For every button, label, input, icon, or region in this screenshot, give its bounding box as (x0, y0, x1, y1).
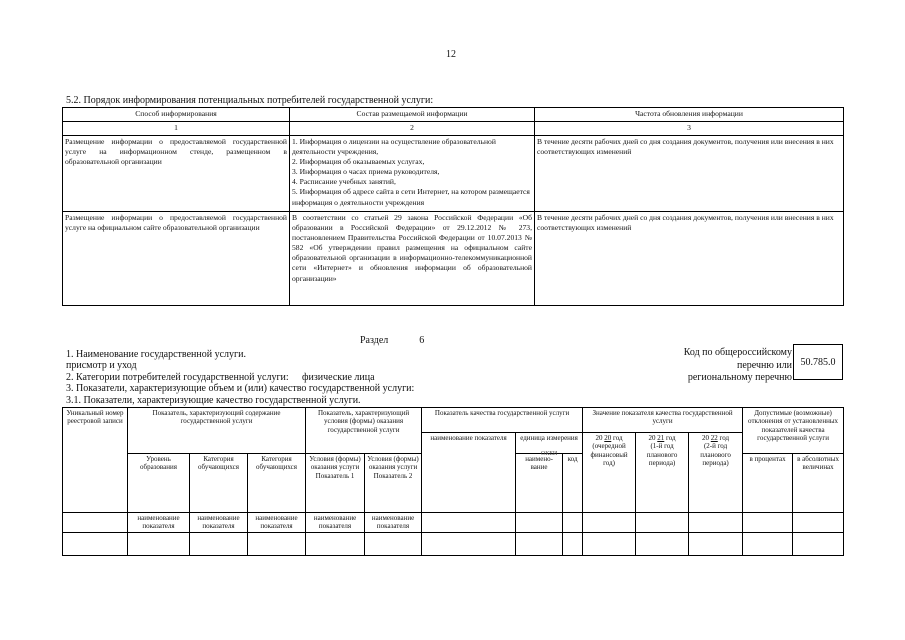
section-5-2-title: 5.2. Порядок информирования потенциальных потребителей государственной услуги: (66, 95, 434, 106)
year-column-1 (583, 433, 636, 513)
content-cell (290, 136, 535, 212)
frequency-cell: В течение десяти рабочих дней со дня создания документов, получения или внесения в них соответствующих изменений (535, 212, 844, 306)
content-item: 2. Информация об оказываемых услугах, (292, 157, 425, 167)
content-item: 1. Информация о лицензии на осуществление образовательной деятельности учреждения, (292, 137, 496, 157)
column-number-3: 3 (535, 122, 844, 136)
content-indicator-header: Показатель, характеризующий содержание государственной услуги (128, 408, 306, 454)
content-column-2: Категория обучающихся (190, 454, 248, 513)
header-content: Состав размещаемой информации (290, 108, 535, 122)
year-suffix: год (719, 434, 730, 442)
unit-okei-label: ОКЕИ (540, 450, 558, 457)
unique-number-header: Уникальный номер реестровой записи (63, 408, 128, 513)
indicator-name-caption: наименование показателя (190, 513, 248, 533)
conditions-indicator-header: Показатель, характеризующий условия (формы) оказания государственной услуги (306, 408, 422, 454)
empty-cell (516, 513, 563, 533)
content-column-1: Уровень образования (128, 454, 190, 513)
service-name-label: 1. Наименование государственной услуги. (66, 349, 246, 360)
code-value-box: 50.785.0 (793, 344, 843, 380)
unit-label: единица измерения (520, 434, 578, 442)
indicator-name-caption: наименование показателя (365, 513, 422, 533)
indicator-name-caption: наименование показателя (248, 513, 306, 533)
content-cell: В соответствии со статьей 29 закона Российской Федерации «Об образовании в Российской Федерации» от 29.12.2012 № 273, постановлением Правительства Российской Федерации от 10.07.2013 № 582 «Об утверждении правил размещения на официальном сайте образовательной организации в информационно-телекоммуникационной сети «Интернет» и обновления информации об образовательной организации» (290, 212, 535, 306)
content-item: 5. Информация об адресе сайта в сети Интернет, на котором размещается информация о деятельности учреждения (292, 187, 530, 207)
code-label-line-1: Код по общероссийскому (683, 347, 792, 358)
deviation-percent-header: в процентах (743, 454, 793, 513)
empty-cell (365, 532, 422, 555)
indicator-name-caption: наименование показателя (306, 513, 365, 533)
year-value: 20 (604, 434, 612, 442)
unit-code-header: код (563, 454, 583, 513)
year-value: 22 (710, 434, 718, 442)
empty-cell (422, 532, 516, 555)
quality-values-header: Значение показателя качества государственной услуги (583, 408, 743, 433)
year-note: (1-й год планового периода) (646, 442, 678, 468)
indicator-name-header: наименование показателя (422, 433, 516, 513)
consumer-category-label: 2. Категории потребителей государственной услуги: (66, 372, 289, 383)
empty-cell (636, 532, 689, 555)
empty-cell (583, 513, 636, 533)
empty-cell (689, 532, 743, 555)
method-cell: Размещение информации о предоставляемой государственной услуге на информационном стенде, размещенном в образовательной организации (63, 136, 290, 212)
information-table (62, 107, 844, 306)
year-prefix: 20 (702, 434, 710, 442)
page-number: 12 (446, 49, 456, 60)
empty-cell (128, 532, 190, 555)
consumer-category-value: физические лица (302, 372, 375, 383)
unit-header (516, 433, 583, 457)
deviations-header: Допустимые (возможные) отклонения от установленных показателей качества государственной услуги (743, 408, 844, 454)
year-suffix: год (613, 434, 623, 442)
frequency-cell: В течение десяти рабочих дней со дня создания документов, получения или внесения в них соответствующих изменений (535, 136, 844, 212)
table-row (63, 532, 844, 555)
empty-cell (63, 532, 128, 555)
empty-cell (689, 513, 743, 533)
indicator-name-caption: наименование показателя (128, 513, 190, 533)
column-number-2: 2 (290, 122, 535, 136)
quality-indicators-table (62, 407, 844, 556)
empty-cell (793, 513, 844, 533)
content-item: 4. Расписание учебных занятий, (292, 177, 396, 187)
empty-cell (422, 513, 516, 533)
empty-cell (63, 513, 128, 533)
empty-cell (743, 513, 793, 533)
condition-column-2: Условия (формы) оказания услуги Показатель 2 (365, 454, 422, 513)
unit-name-header: наимено-вание (516, 454, 563, 513)
indicators-line: 3. Показатели, характеризующие объем и (или) качество государственной услуги: (66, 383, 415, 394)
empty-cell (190, 532, 248, 555)
year-prefix: 20 (595, 434, 603, 442)
section-label: Раздел (360, 335, 389, 346)
table-row (63, 212, 844, 306)
empty-cell (516, 532, 563, 555)
year-suffix: год (666, 434, 676, 442)
empty-cell (248, 532, 306, 555)
condition-column-1: Условия (формы) оказания услуги Показатель 1 (306, 454, 365, 513)
service-name-value: присмотр и уход (66, 360, 137, 371)
empty-cell (306, 532, 365, 555)
empty-cell (563, 532, 583, 555)
quality-indicator-header: Показатель качества государственной услуги (422, 408, 583, 433)
empty-cell (563, 513, 583, 533)
code-label-line-3: региональному перечню (687, 372, 792, 383)
column-number-1: 1 (63, 122, 290, 136)
header-frequency: Частота обновления информации (535, 108, 844, 122)
table-row (63, 136, 844, 212)
header-method: Способ информирования (63, 108, 290, 122)
year-note: (очередной финансовый год) (590, 442, 628, 468)
year-value: 21 (657, 434, 665, 442)
empty-cell (583, 532, 636, 555)
section-number: 6 (419, 335, 425, 346)
year-note: (2-й год планового периода) (700, 442, 731, 468)
year-prefix: 20 (648, 434, 656, 442)
section-heading (360, 335, 424, 346)
year-column-3 (689, 433, 743, 513)
quality-indicators-line: 3.1. Показатели, характеризующие качество государственной услуги. (66, 395, 361, 406)
content-column-3: Категория обучающихся (248, 454, 306, 513)
content-item: 3. Информация о часах приема руководителя, (292, 167, 440, 177)
empty-cell (743, 532, 793, 555)
year-column-2 (636, 433, 689, 513)
deviation-absolute-header: в абсолютных величинах (793, 454, 844, 513)
method-cell: Размещение информации о предоставляемой государственной услуге на официальном сайте образовательной организации (63, 212, 290, 306)
empty-cell (636, 513, 689, 533)
empty-cell (793, 532, 844, 555)
code-label-line-2: перечню или (736, 360, 792, 371)
